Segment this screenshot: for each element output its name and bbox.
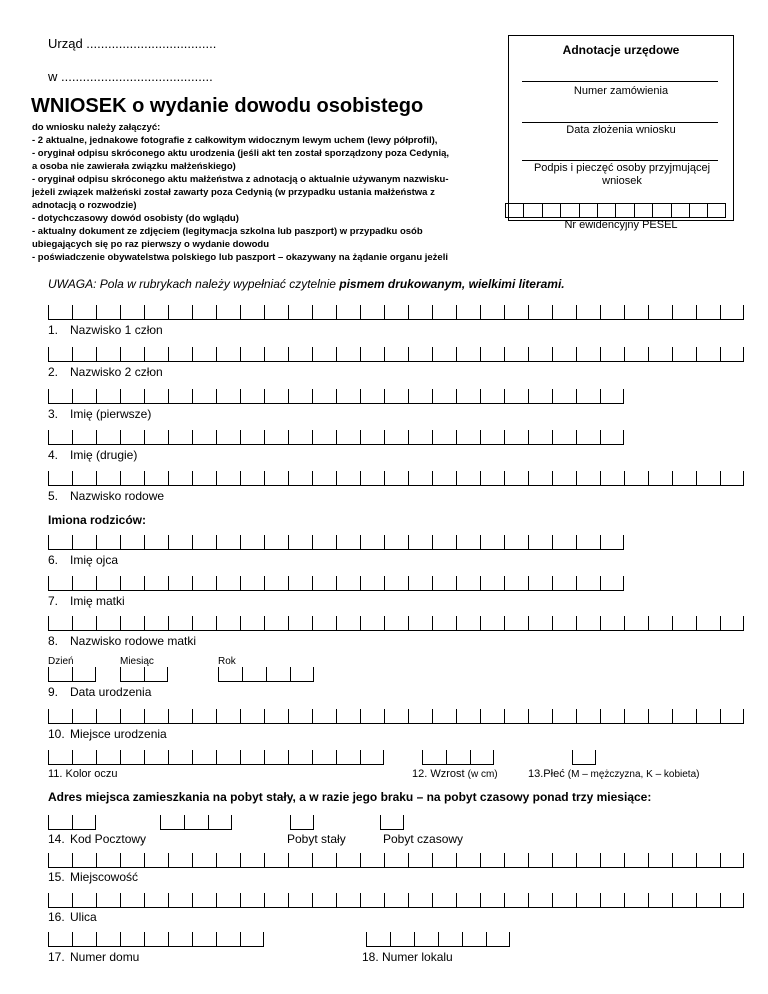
temporary-stay-label: Pobyt czasowy	[383, 832, 464, 846]
attachment-line: a osoba nie zawierała związku małżeńskiego)	[32, 161, 236, 172]
apartment-number-boxes[interactable]	[366, 932, 510, 947]
temporary-stay-box[interactable]	[380, 815, 404, 830]
signature-field[interactable]	[522, 160, 718, 161]
second-name-boxes[interactable]	[48, 430, 624, 445]
sex-box[interactable]	[572, 750, 596, 765]
attachment-line: adnotacją o rozwodzie)	[32, 200, 137, 211]
permanent-stay-box[interactable]	[290, 815, 314, 830]
year-label: Rok	[218, 656, 236, 667]
office-annotations-title: Adnotacje urzędowe	[562, 43, 680, 57]
eye-color-boxes[interactable]	[48, 750, 384, 765]
filling-note	[48, 277, 565, 291]
birthplace-label: 10. Miejsce urodzenia	[48, 727, 167, 741]
surname-2-boxes[interactable]	[48, 347, 744, 362]
attachment-line: - oryginał odpisu skróconego aktu urodzenia (jeśli akt ten został sporządzony poza Cedynią,	[32, 148, 450, 159]
second-name-label: 4. Imię (drugie)	[48, 448, 138, 462]
pesel-boxes[interactable]	[505, 203, 726, 218]
filling-note-emphasis: pismem drukowanym, wielkimi literami.	[339, 277, 565, 291]
day-label: Dzień	[48, 656, 74, 667]
apartment-number-label: 18. Numer lokalu	[362, 950, 453, 964]
street-boxes[interactable]	[48, 893, 744, 908]
first-name-label: 3. Imię (pierwsze)	[48, 407, 152, 421]
office-name-line: Urząd ....................................	[48, 36, 217, 51]
house-number-label: 17. Numer domu	[48, 950, 140, 964]
postal-code-label: 14. Kod Pocztowy	[48, 832, 147, 846]
birthplace-boxes[interactable]	[48, 709, 744, 724]
attachments-list	[32, 121, 502, 264]
surname-1-label: 1. Nazwisko 1 człon	[48, 323, 163, 337]
birth-month-boxes[interactable]	[120, 667, 168, 682]
attachment-line: - poświadczenie obywatelstwa polskiego lub paszport – okazywany na żądanie organu jeżeli	[32, 252, 448, 263]
attachment-line: - aktualny dokument ze zdjęciem (legitymacja szkolna lub paszport) w przypadku osób	[32, 226, 423, 237]
house-number-boxes[interactable]	[48, 932, 264, 947]
attachments-intro: do wniosku należy załączyć:	[32, 122, 161, 133]
permanent-stay-label: Pobyt stały	[287, 832, 346, 846]
application-date-field[interactable]	[522, 122, 718, 123]
eye-color-label: 11. Kolor oczu	[48, 768, 118, 780]
height-label: 12. Wzrost (w cm)	[412, 768, 498, 780]
postal-code-first-boxes[interactable]	[48, 815, 96, 830]
mother-name-label: 7. Imię matki	[48, 594, 125, 608]
office-location-line: w ..........................................	[48, 69, 213, 84]
signature-label: Podpis i pieczęć osoby przyjmującej wniosek	[533, 162, 711, 187]
mother-name-boxes[interactable]	[48, 576, 624, 591]
first-name-boxes[interactable]	[48, 389, 624, 404]
family-name-boxes[interactable]	[48, 471, 744, 486]
birth-year-boxes[interactable]	[218, 667, 314, 682]
surname-2-label: 2. Nazwisko 2 człon	[48, 365, 163, 379]
attachment-line: - 2 aktualne, jednakowe fotografie z całkowitym widocznym lewym uchem (lewy półprofil),	[32, 135, 438, 146]
parents-heading: Imiona rodziców:	[48, 513, 147, 527]
attachment-line: jeżeli związek małżeński został zawarty poza Cedynią (w przypadku ustania małżeństwa z	[32, 187, 435, 198]
father-name-label: 6. Imię ojca	[48, 553, 119, 567]
birth-date-label: 9. Data urodzenia	[48, 685, 152, 699]
order-number-label: Numer zamówienia	[573, 85, 669, 97]
street-label: 16. Ulica	[48, 910, 97, 924]
attachment-line: - dotychczasowy dowód osobisty (do wglądu)	[32, 213, 239, 224]
pesel-label: Nr ewidencyjny PESEL	[564, 219, 678, 231]
postal-code-second-boxes[interactable]	[160, 815, 232, 830]
attachment-line: - oryginał odpisu skróconego aktu małżeństwa z adnotacją o aktualnie używanym nazwisku-	[32, 174, 449, 185]
family-name-label: 5. Nazwisko rodowe	[48, 489, 165, 503]
filling-note-text: UWAGA: Pola w rubrykach należy wypełniać czytelnie	[48, 277, 340, 291]
mother-family-name-label: 8. Nazwisko rodowe matki	[48, 634, 197, 648]
address-heading: Adres miejsca zamieszkania na pobyt stały, a w razie jego braku – na pobyt czasowy ponad trzy miesiące:	[48, 790, 652, 804]
order-number-field[interactable]	[522, 81, 718, 82]
city-label: 15. Miejscowość	[48, 870, 139, 884]
father-name-boxes[interactable]	[48, 535, 624, 550]
sex-label: 13.Płeć (M – mężczyzna, K – kobieta)	[528, 768, 700, 780]
mother-family-name-boxes[interactable]	[48, 616, 744, 631]
surname-1-boxes[interactable]	[48, 305, 744, 320]
page-title: WNIOSEK o wydanie dowodu osobistego	[31, 95, 424, 117]
application-date-label: Data złożenia wniosku	[566, 124, 676, 136]
height-boxes[interactable]	[422, 750, 494, 765]
city-boxes[interactable]	[48, 853, 744, 868]
office-annotations-box	[508, 35, 734, 221]
attachment-line: ubiegających się po raz pierwszy o wydanie dowodu	[32, 239, 270, 250]
birth-day-boxes[interactable]	[48, 667, 96, 682]
month-label: Miesiąc	[120, 656, 154, 667]
